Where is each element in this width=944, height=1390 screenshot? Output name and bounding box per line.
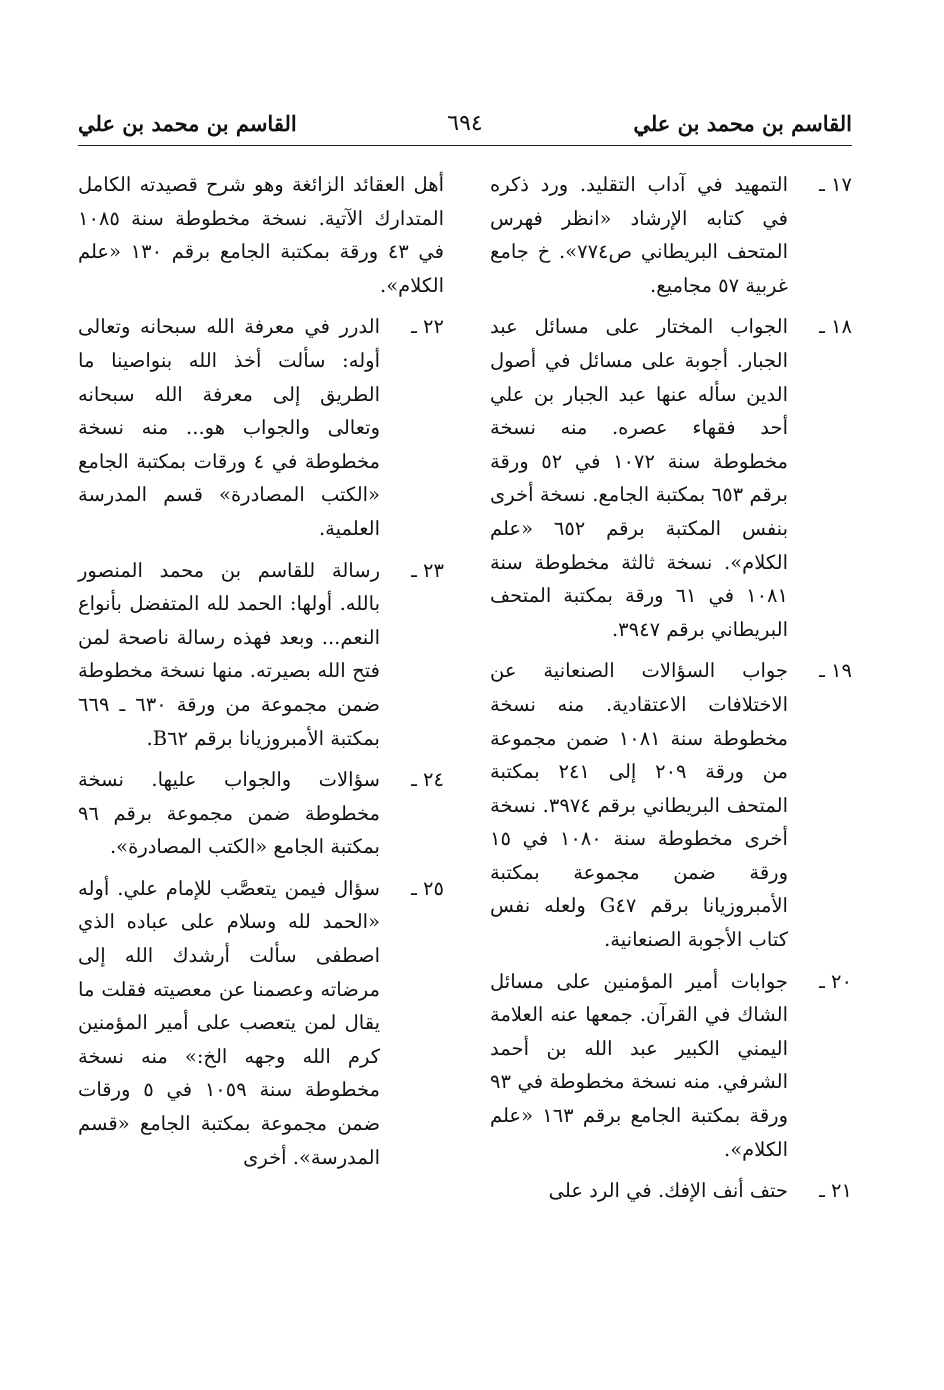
entry-text: جواب السؤالات الصنعانية عن الاختلافات الاعتقادية. منه نسخة مخطوطة سنة ١٠٨١ ضمن مجموعة من ورقة ٢٠٩ إلى ٢٤١ بمكتبة المتحف البريطاني برقم ٣٩٧٤. نسخة أخرى مخطوطة سنة ١٠٨٠ في ١٥ ورقة ضمن مجموعة بمكتبة الأمبروزيانا برقم G٤٧ ولعله نفس كتاب الأجوبة الصنعانية. [490,659,789,952]
entry-20 [490,965,852,1167]
entry-number: ٢١ ـ [819,1179,852,1203]
entry-text: الدرر في معرفة الله سبحانه وتعالى أوله: سألت أخذ الله بنواصينا ما الطريق إلى معرفة الله سبحانه وتعالى والجواب هو... منه نسخة مخطوطة في ٤ ورقات بمكتبة الجامع «الكتب المصادرة» قسم المدرسة العلمية. [78,315,380,540]
entry-21 [490,1174,852,1208]
entry-text: أهل العقائد الزائغة وهو شرح قصيدته الكامل المتدارك الآتية. نسخة مخطوطة سنة ١٠٨٥ في ٤٣ ورقة بمكتبة الجامع برقم ١٣٠ «علم الكلام». [78,173,445,297]
running-title-right: القاسم بن محمد بن علي [633,111,852,136]
entry-text: جوابات أمير المؤمنين على مسائل الشاك في القرآن. جمعها عنه العلامة اليمني الكبير عبد الله بن أحمد الشرفي. منه نسخة مخطوطة في ٩٣ ورقة بمكتبة الجامع برقم ١٦٣ «علم الكلام». [490,969,788,1161]
entry-text: رسالة للقاسم بن محمد المنصور بالله. أولها: الحمد لله المتفضل بأنواع النعم... وبعد فهذه رسالة ناصحة لمن فتح الله بصيرته. منها نسخة مخطوطة ضمن مجموعة من ورقة ٦٣٠ ـ ٦٦٩ بمكتبة الأمبروزيانا برقم B٦٢. [78,558,380,750]
entry-number: ٢٤ ـ [411,768,444,792]
entry-text: سؤالات والجواب عليها. نسخة مخطوطة ضمن مجموعة برقم ٩٦ بمكتبة الجامع «الكتب المصادرة». [78,768,380,859]
entry-17 [490,168,852,302]
entry-number: ٢٥ ـ [411,876,444,900]
page-header [78,106,852,146]
running-title-left: القاسم بن محمد بن علي [78,111,297,136]
header-rule [78,145,852,146]
entry-25 [78,872,444,1174]
entry-24 [78,763,444,864]
entry-number: ١٧ ـ [819,173,852,196]
entry-number: ٢٣ ـ [411,558,444,582]
entry-text: سؤال فيمن يتعصَّب للإمام علي. أوله «الحمد لله وسلام على عباده الذي اصطفى سألت أرشدك الله إلى مرضاته وعصمنا عن معصيته فقلت ما يقال لمن يتعصب على أمير المؤمنين كرم الله وجهه الخ:» منه نسخة مخطوطة سنة ١٠٥٩ في ٥ ورقات ضمن مجموعة بمكتبة الجامع «قسم المدرسة». أخرى [78,876,380,1169]
entry-number: ٢٢ ـ [411,315,444,339]
entry-number: ١٨ ـ [819,315,852,339]
entry-23 [78,554,444,756]
entry-text: التمهيد في آداب التقليد. ورد ذكره في كتابه الإرشاد «انظر فهرس المتحف البريطاني ص٧٧٤». خ جامع غربية ٥٧ مجاميع. [490,173,789,297]
left-column [78,168,444,1182]
entry-22 [78,310,444,545]
entry-19 [490,654,852,956]
right-column [490,168,852,1216]
entry-number: ١٩ ـ [819,659,852,683]
entry-text: الجواب المختار على مسائل عبد الجبار. أجوبة على مسائل في أصول الدين سأله عنها عبد الجبار بن علي أحد فقهاء عصره. منه نسخة مخطوطة سنة ١٠٧٢ في ٥٢ ورقة برقم ٦٥٣ بمكتبة الجامع. نسخة أخرى بنفس المكتبة برقم ٦٥٢ «علم الكلام». نسخة ثالثة مخطوطة سنة ١٠٨١ في ٦١ ورقة بمكتبة المتحف البريطاني برقم ٣٩٤٧. [490,315,788,641]
entry-18 [490,310,852,646]
entry-number: ٢٠ ـ [819,969,852,993]
entry-text: حتف أنف الإفك. في الرد على [548,1179,788,1203]
entry-21-continuation [78,168,444,302]
page-number: ٦٩٤ [447,111,483,136]
